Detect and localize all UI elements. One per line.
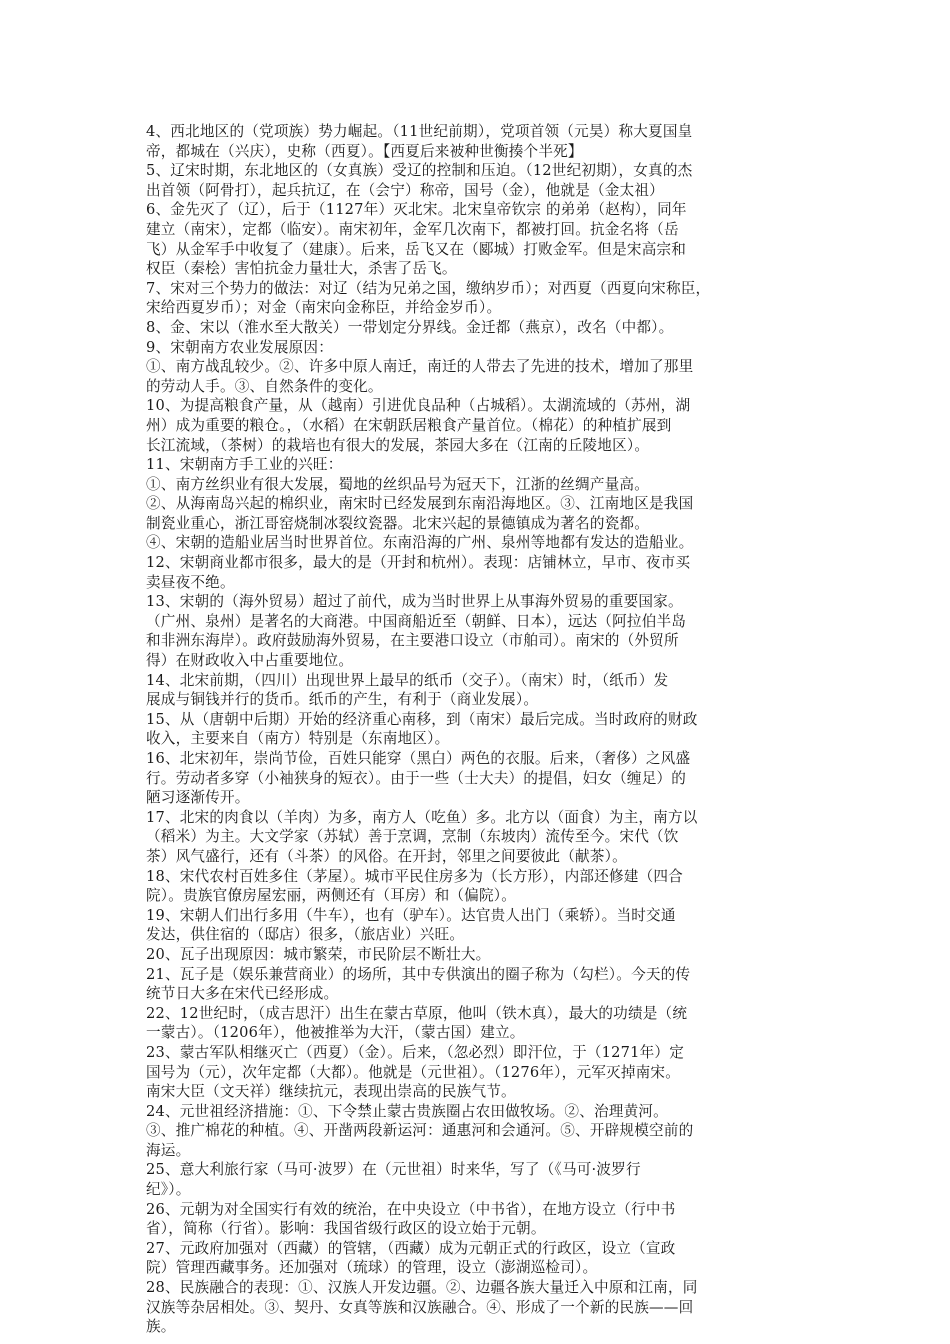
text-line: 4、西北地区的（党项族）势力崛起。（11世纪前期），党项首领（元昊）称大夏国皇 bbox=[146, 123, 693, 140]
text-line: 19、宋朝人们出行多用（牛车），也有（驴车）。达官贵人出门（乘轿）。当时交通 bbox=[146, 906, 676, 924]
text-line: 出首领（阿骨打），起兵抗辽，在（会宁）称帝，国号（金），他就是（金太祖） bbox=[146, 181, 664, 199]
text-line: 和非洲东海岸）。政府鼓励海外贸易，在主要港口设立（市舶司）。南宋的（外贸所 bbox=[146, 632, 679, 650]
text-line: 8、金、宋以（淮水至大散关）一带划定分界线。金迁都（燕京），改名（中都）。 bbox=[146, 318, 674, 336]
text-line: 22、12世纪时，（成吉思汗）出生在蒙古草原，他叫（铁木真），最大的功绩是（统 bbox=[146, 1004, 688, 1022]
text-line: 院）管理西藏事务。还加强对（琉球）的管理，设立（澎湖巡检司）。 bbox=[146, 1259, 598, 1277]
text-line: ②、从海南岛兴起的棉织业，南宋时已经发展到东南沿海地区。③、江南地区是我国 bbox=[146, 495, 694, 513]
text-line: 院）。贵族官僚房屋宏丽，两侧还有（耳房）和（偏院）。 bbox=[146, 887, 517, 905]
text-line: 9、宋朝南方农业发展原因： bbox=[146, 338, 334, 356]
text-line: 16、北宋初年，崇尚节俭，百姓只能穿（黑白）两色的衣服。后来，（奢侈）之风盛 bbox=[146, 750, 691, 767]
text-line: 飞）从金军手中收复了（建康）。后来，岳飞又在（郾城）打败金军。但是宋高宗和 bbox=[146, 240, 687, 258]
text-line: 建立（南宋），定都（临安）。南宋初年，金军几次南下，都被打回。抗金名将（岳 bbox=[146, 220, 679, 238]
text-line: 制瓷业重心，浙江哥窑烧制冰裂纹瓷器。北宋兴起的景德镇成为著名的瓷都。 bbox=[146, 514, 649, 532]
text-line: 族。 bbox=[146, 1318, 176, 1336]
text-line: ①、南方战乱较少。②、许多中原人南迁，南迁的人带去了先进的技术，增加了那里 bbox=[146, 358, 694, 376]
text-line: 宋给西夏岁币）；对金（南宋向金称臣，并给金岁币）。 bbox=[146, 299, 502, 317]
text-line: ④、宋朝的造船业居当时世界首位。东南沿海的广州、泉州等地都有发达的造船业。 bbox=[146, 534, 694, 552]
text-line: 15、从（唐朝中后期）开始的经济重心南移，到（南宋）最后完成。当时政府的财政 bbox=[146, 710, 698, 728]
text-line: 21、瓦子是（娱乐兼营商业）的场所，其中专供演出的圈子称为（勾栏）。今天的传 bbox=[146, 965, 691, 983]
text-line: 17、北宋的肉食以（羊肉）为多，南方人（吃鱼）多。北方以（面食）为主，南方以 bbox=[146, 808, 698, 826]
text-line: 陋习逐渐传开。 bbox=[146, 789, 250, 807]
text-line: 行。劳动者多穿（小袖狭身的短衣）。由于一些（士大夫）的提倡，妇女（缠足）的 bbox=[146, 769, 687, 787]
text-line: 20、瓦子出现原因：城市繁荣，市民阶层不断壮大。 bbox=[146, 945, 491, 963]
text-line: 长江流域，（茶树）的栽培也有很大的发展，茶园大多在（江南的丘陵地区）。 bbox=[146, 436, 650, 454]
text-line: 得）在财政收入中占重要地位。 bbox=[146, 652, 354, 670]
text-line: （广州、泉州）是著名的大商港。中国商船近至（朝鲜、日本），远达（阿拉伯半岛 bbox=[146, 612, 687, 630]
text-line: 省），简称（行省）。影响：我国省级行政区的设立始于元朝。 bbox=[146, 1220, 546, 1238]
text-line: 展成与铜钱并行的货币。纸币的产生，有利于（商业发展）。 bbox=[146, 691, 539, 709]
document-body bbox=[146, 122, 804, 1337]
text-line: ③、推广棉花的种植。④、开凿两段新运河：通惠河和会通河。⑤、开辟规模空前的 bbox=[146, 1122, 694, 1140]
text-line: ①、南方丝织业有很大发展，蜀地的丝织品号为冠天下，江浙的丝绸产量高。 bbox=[146, 475, 649, 493]
text-line: 6、金先灭了（辽），后于（1127年）灭北宋。北宋皇帝钦宗 的弟弟（赵构），同年 bbox=[146, 201, 687, 219]
text-line: 24、元世祖经济措施：①、下令禁止蒙古贵族圈占农田做牧场。②、治理黄河。 bbox=[146, 1102, 668, 1120]
text-line: 统节日大多在宋代已经形成。 bbox=[146, 985, 339, 1003]
text-line: 卖昼夜不绝。 bbox=[146, 573, 235, 591]
text-line: 权臣（秦桧）害怕抗金力量壮大，杀害了岳飞。 bbox=[146, 260, 457, 278]
text-line: 海运。 bbox=[146, 1141, 191, 1159]
text-line: 27、元政府加强对（西藏）的管辖，（西藏）成为元朝正式的行政区，设立（宣政 bbox=[146, 1239, 676, 1257]
text-line: 发达，供住宿的（邸店）很多，（旅店业）兴旺。 bbox=[146, 926, 465, 944]
text-line: 25、意大利旅行家（马可·波罗）在（元世祖）时来华，写了（《马可·波罗行 bbox=[146, 1161, 641, 1179]
text-line: 18、宋代农村百姓多住（茅屋）。城市平民住房多为（长方形），内部还修建（四合 bbox=[146, 867, 683, 885]
text-line: 14、北宋前期，（四川）出现世界上最早的纸币（交子）。（南宋）时，（纸币）发 bbox=[146, 671, 669, 689]
text-line: 7、宋对三个势力的做法：对辽（结为兄弟之国，缴纳岁币）；对西夏（西夏向宋称臣， bbox=[146, 279, 711, 297]
text-line: 12、宋朝商业都市很多，最大的是（开封和杭州）。表现：店铺林立，早市、夜市买 bbox=[146, 554, 691, 572]
text-line: 一蒙古）。（1206年），他被推举为大汗，（蒙古国）建立。 bbox=[146, 1024, 525, 1042]
text-line: 11、宋朝南方手工业的兴旺： bbox=[146, 456, 343, 474]
text-line: 23、蒙古军队相继灭亡（西夏）（金）。后来，（忽必烈）即汗位，于（1271年）定 bbox=[146, 1043, 685, 1061]
text-line: 南宋大臣（文天祥）继续抗元，表现出崇高的民族气节。 bbox=[146, 1083, 516, 1101]
text-line: 汉族等杂居相处。③、契丹、女真等族和汉族融合。④、形成了一个新的民族——回 bbox=[146, 1298, 694, 1316]
text-line: 收入，主要来自（南方）特别是（东南地区）。 bbox=[146, 730, 450, 748]
text-line: 的劳动人手。③、自然条件的变化。 bbox=[146, 377, 383, 395]
text-line: 国号为（元），次年定都（大都）。他就是（元世祖）。（1276年），元军灭掉南宋。 bbox=[146, 1063, 681, 1081]
text-line: （稻米）为主。大文学家（苏轼）善于烹调，烹制（东坡肉）流传至今。宋代（饮 bbox=[146, 828, 679, 846]
text-line: 帝，都城在（兴庆），史称（西夏）。【西夏后来被种世衡揍个半死】 bbox=[146, 142, 583, 160]
text-line: 26、元朝为对全国实行有效的统治，在中央设立（中书省），在地方设立（行中书 bbox=[146, 1200, 676, 1218]
text-line: 茶）风气盛行，还有（斗茶）的风俗。在开封，邻里之间要彼此（献茶）。 bbox=[146, 847, 627, 865]
text-line: 州）成为重要的粮仓。，（水稻）在宋朝跃居粮食产量首位。（棉花）的种植扩展到 bbox=[146, 416, 672, 434]
text-line: 28、民族融合的表现：①、汉族人开发边疆。②、边疆各族大量迁入中原和江南，同 bbox=[146, 1279, 698, 1297]
text-line: 13、宋朝的（海外贸易）超过了前代，成为当时世界上从事海外贸易的重要国家。 bbox=[146, 593, 683, 611]
text-line: 10、为提高粮食产量，从（越南）引进优良品种（占城稻）。太湖流域的（苏州，湖 bbox=[146, 397, 691, 415]
text-line: 5、辽宋时期，东北地区的（女真族）受辽的控制和压迫。（12世纪初期），女真的杰 bbox=[146, 162, 693, 180]
text-line: 纪》）。 bbox=[146, 1181, 191, 1199]
